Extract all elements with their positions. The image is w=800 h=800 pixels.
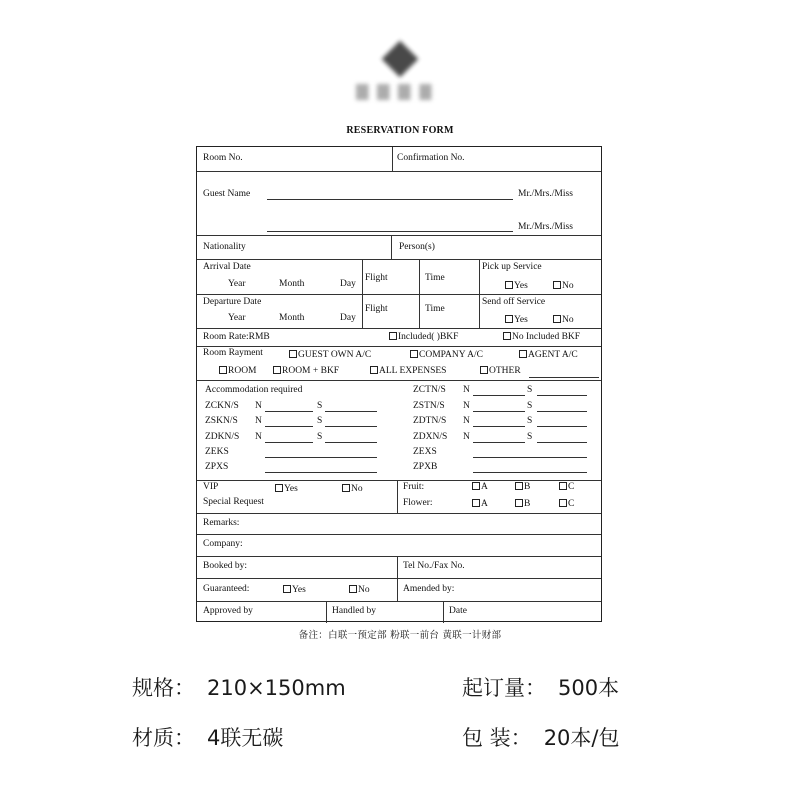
- acc-left-s-line-2[interactable]: [325, 442, 377, 443]
- acc-right-n-line-3[interactable]: [473, 442, 525, 443]
- checkbox-icon[interactable]: [349, 585, 357, 593]
- amended-by-label: Amended by:: [403, 584, 455, 594]
- acc-right-code-3: ZDXN/S: [413, 432, 448, 442]
- acc-right-s-line-2[interactable]: [537, 426, 587, 427]
- acc-right-code-2: ZDTN/S: [413, 416, 447, 426]
- fruit-label: Fruit:: [403, 482, 425, 492]
- departure-date-label: Departure Date: [203, 297, 262, 307]
- guaranteed-yes[interactable]: Yes: [283, 585, 306, 596]
- checkbox-icon[interactable]: [515, 482, 523, 490]
- approved-by-label: Approved by: [203, 606, 253, 616]
- acc-right-s-1: S: [527, 401, 533, 411]
- special-request-label: Special Request: [203, 497, 264, 507]
- acc-left-n-2: N: [255, 432, 262, 442]
- all-expenses-option[interactable]: ALL EXPENSES: [370, 366, 446, 377]
- acc-left-code-1: ZSKN/S: [205, 416, 238, 426]
- checkbox-icon[interactable]: [275, 484, 283, 492]
- acc-right-code-1: ZSTN/S: [413, 401, 445, 411]
- spec-material: 材质： 4联无碳: [132, 726, 284, 750]
- acc-right-s-line-0[interactable]: [537, 395, 587, 396]
- flower-c[interactable]: C: [559, 499, 574, 510]
- company-label: Company:: [203, 539, 243, 549]
- acc-right-s-line-1[interactable]: [537, 411, 587, 412]
- acc-left-n-1: N: [255, 416, 262, 426]
- acc-left-n-0: N: [255, 401, 262, 411]
- logo-diamond-icon: [382, 41, 419, 78]
- acc-left-n-line-0[interactable]: [265, 411, 313, 412]
- spec-packaging: 包 装： 20本/包: [462, 726, 620, 750]
- spec-min-order: 起订量： 500本: [462, 676, 620, 700]
- arrival-time-label: Time: [425, 273, 445, 283]
- acc-right-n-2: N: [463, 416, 470, 426]
- checkbox-icon[interactable]: [219, 366, 227, 374]
- pick-up-yes[interactable]: Yes: [505, 281, 528, 292]
- acc-left-simple-0: ZEKS: [205, 447, 229, 457]
- room-bkf-option[interactable]: ROOM + BKF: [273, 366, 339, 377]
- acc-left-s-1: S: [317, 416, 323, 426]
- nationality-label: Nationality: [203, 242, 246, 252]
- pick-up-no[interactable]: No: [553, 281, 574, 292]
- reservation-form: [196, 146, 602, 622]
- acc-right-s-2: S: [527, 416, 533, 426]
- acc-right-n-line-0[interactable]: [473, 395, 525, 396]
- arrival-flight-label: Flight: [365, 273, 388, 283]
- departure-year: Year: [228, 313, 246, 323]
- accommodation-label: Accommodation required: [205, 385, 303, 395]
- acc-right-s-line-3[interactable]: [537, 442, 587, 443]
- acc-left-code-2: ZDKN/S: [205, 432, 240, 442]
- tel-fax-label: Tel No./Fax No.: [403, 561, 465, 571]
- acc-right-simple-0: ZEXS: [413, 447, 437, 457]
- acc-left-s-line-0[interactable]: [325, 411, 377, 412]
- acc-left-code-0: ZCKN/S: [205, 401, 239, 411]
- acc-right-simple-1: ZPXB: [413, 462, 438, 472]
- checkbox-icon[interactable]: [273, 366, 281, 374]
- guaranteed-no[interactable]: No: [349, 585, 370, 596]
- acc-right-simple-line-0[interactable]: [473, 457, 587, 458]
- acc-left-s-line-1[interactable]: [325, 426, 377, 427]
- room-rate-label: Room Rate:RMB: [203, 332, 270, 342]
- no-included-bkf-option[interactable]: No Included BKF: [503, 332, 580, 343]
- checkbox-icon[interactable]: [410, 350, 418, 358]
- checkbox-icon[interactable]: [503, 332, 511, 340]
- included-bkf-option[interactable]: Included( )BKF: [389, 332, 458, 343]
- guest-own-option[interactable]: GUEST OWN A/C: [289, 350, 371, 361]
- checkbox-icon[interactable]: [505, 281, 513, 289]
- flower-label: Flower:: [403, 498, 433, 508]
- arrival-month: Month: [279, 279, 305, 289]
- checkbox-icon[interactable]: [370, 366, 378, 374]
- spec-size: 规格： 210×150mm: [132, 676, 346, 700]
- checkbox-icon[interactable]: [289, 350, 297, 358]
- copy-distribution-note: 备注：白联一预定部 粉联一前台 黄联一计财部: [298, 630, 502, 641]
- send-off-yes[interactable]: Yes: [505, 315, 528, 326]
- persons-label: Person(s): [399, 242, 435, 252]
- checkbox-icon[interactable]: [342, 484, 350, 492]
- acc-right-code-0: ZCTN/S: [413, 385, 446, 395]
- checkbox-icon[interactable]: [389, 332, 397, 340]
- checkbox-icon[interactable]: [519, 350, 527, 358]
- checkbox-icon[interactable]: [472, 499, 480, 507]
- acc-left-n-line-1[interactable]: [265, 426, 313, 427]
- arrival-year: Year: [228, 279, 246, 289]
- room-option[interactable]: ROOM: [219, 366, 257, 377]
- fruit-a[interactable]: A: [472, 482, 488, 493]
- checkbox-icon[interactable]: [559, 499, 567, 507]
- acc-right-simple-line-1[interactable]: [473, 472, 587, 473]
- acc-left-s-2: S: [317, 432, 323, 442]
- checkbox-icon[interactable]: [553, 315, 561, 323]
- hotel-logo: [356, 44, 444, 110]
- company-ac-option[interactable]: COMPANY A/C: [410, 350, 483, 361]
- agent-ac-option[interactable]: AGENT A/C: [519, 350, 578, 361]
- room-no-label: Room No.: [203, 153, 243, 163]
- departure-time-label: Time: [425, 304, 445, 314]
- checkbox-icon[interactable]: [505, 315, 513, 323]
- checkbox-icon[interactable]: [472, 482, 480, 490]
- room-payment-label: Room Rayment: [203, 348, 263, 358]
- fruit-c[interactable]: C: [559, 482, 574, 493]
- honorific-1: Mr./Mrs./Miss: [518, 189, 573, 199]
- fruit-b[interactable]: B: [515, 482, 530, 493]
- flower-b[interactable]: B: [515, 499, 530, 510]
- form-title: RESERVATION FORM: [346, 125, 454, 136]
- send-off-no[interactable]: No: [553, 315, 574, 326]
- confirmation-no-label: Confirmation No.: [397, 153, 465, 163]
- acc-left-simple-line-0[interactable]: [265, 457, 377, 458]
- acc-right-n-0: N: [463, 385, 470, 395]
- acc-right-n-line-2[interactable]: [473, 426, 525, 427]
- acc-right-s-0: S: [527, 385, 533, 395]
- checkbox-icon[interactable]: [553, 281, 561, 289]
- honorific-2: Mr./Mrs./Miss: [518, 222, 573, 232]
- departure-month: Month: [279, 313, 305, 323]
- acc-left-simple-1: ZPXS: [205, 462, 229, 472]
- send-off-service-label: Send off Service: [482, 297, 546, 307]
- booked-by-label: Booked by:: [203, 561, 248, 571]
- acc-right-n-1: N: [463, 401, 470, 411]
- guaranteed-label: Guaranteed:: [203, 584, 250, 594]
- checkbox-icon[interactable]: [480, 366, 488, 374]
- checkbox-icon[interactable]: [515, 499, 523, 507]
- other-option[interactable]: OTHER: [480, 366, 521, 377]
- arrival-day: Day: [340, 279, 356, 289]
- pick-up-service-label: Pick up Service: [482, 262, 542, 272]
- acc-right-n-line-1[interactable]: [473, 411, 525, 412]
- guest-name-line-2[interactable]: [267, 231, 513, 232]
- arrival-date-label: Arrival Date: [203, 262, 251, 272]
- handled-by-label: Handled by: [332, 606, 377, 616]
- checkbox-icon[interactable]: [283, 585, 291, 593]
- vip-label: VIP: [203, 482, 219, 492]
- remarks-label: Remarks:: [203, 518, 240, 528]
- vip-yes[interactable]: Yes: [275, 484, 298, 495]
- acc-right-n-3: N: [463, 432, 470, 442]
- vip-no[interactable]: No: [342, 484, 363, 495]
- date-label: Date: [449, 606, 467, 616]
- checkbox-icon[interactable]: [559, 482, 567, 490]
- other-line[interactable]: [529, 377, 599, 378]
- guest-name-label: Guest Name: [203, 189, 251, 199]
- acc-right-s-3: S: [527, 432, 533, 442]
- acc-left-simple-line-1[interactable]: [265, 472, 377, 473]
- acc-left-n-line-2[interactable]: [265, 442, 313, 443]
- flower-a[interactable]: A: [472, 499, 488, 510]
- acc-left-s-0: S: [317, 401, 323, 411]
- departure-flight-label: Flight: [365, 304, 388, 314]
- logo-wordmark: [356, 84, 444, 100]
- guest-name-line-1[interactable]: [267, 199, 513, 200]
- departure-day: Day: [340, 313, 356, 323]
